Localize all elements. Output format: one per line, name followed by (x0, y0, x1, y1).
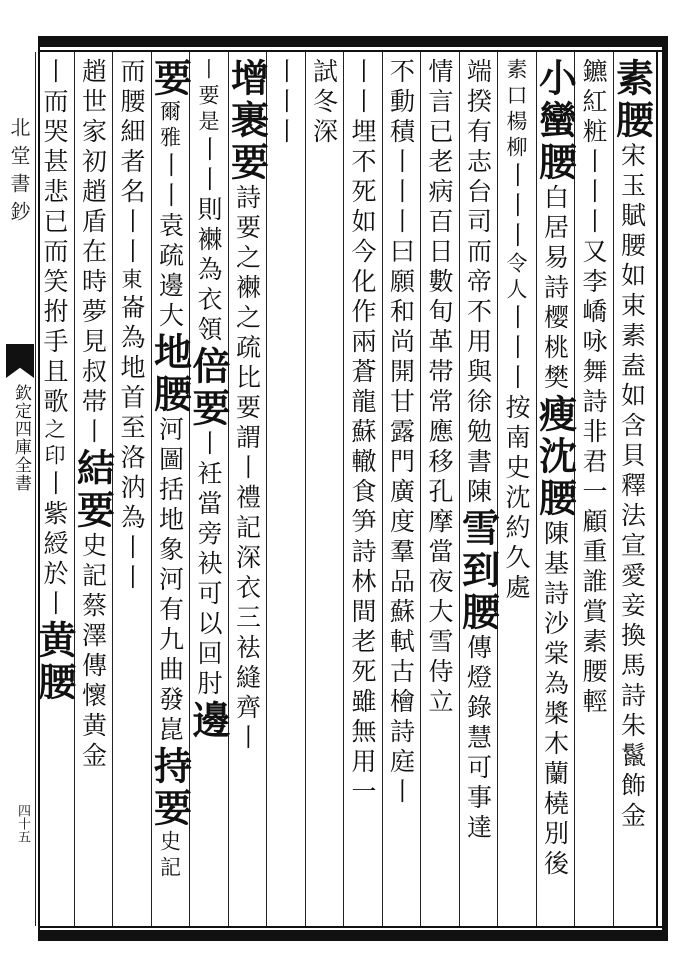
text-column (267, 58, 303, 926)
entry-text: 丨要是 (196, 58, 220, 136)
entry-text: 又李嶠咏舞詩非君一顧重誰賞素腰輕 (579, 238, 608, 718)
entry-text: 則襋為衣領 (194, 196, 223, 346)
entry-text: 丨丨 (348, 58, 377, 118)
entry-heading: 邊 (186, 700, 231, 742)
entry-heading: 黄腰 (32, 620, 77, 704)
entry-text: 而腰細者名 (117, 58, 146, 208)
text-column (113, 58, 149, 926)
fish-tail-mark (6, 344, 34, 378)
entry-text: 丨丨丨 (502, 304, 531, 394)
text-column (609, 58, 655, 926)
entry-text: 袁疏邊大 (155, 212, 185, 332)
text-column (32, 58, 77, 926)
entry-text: 崙為地首至洛汭為 (117, 294, 146, 534)
frame-bottom-border (38, 930, 668, 941)
entry-text: 河圖括地象河有九曲發崑 (155, 416, 185, 746)
entry-text: 端揆有志台司而帝不用與徐勉書陳 (463, 58, 493, 508)
entry-text: 詩要之襋之疏比要謂 (232, 184, 262, 454)
text-column (344, 58, 380, 926)
entry-heading: 小蠻腰 (532, 58, 578, 184)
text-column (70, 58, 116, 926)
text-column (575, 58, 611, 926)
entry-heading: 瘦沈腰 (532, 394, 578, 520)
entry-text: 陳基詩沙棠為槳木蘭橈別後 (540, 520, 570, 880)
frame-right-border (662, 36, 668, 941)
entry-text: 按南史沈約久處 (502, 394, 531, 604)
entry-heading: 雪到腰 (455, 508, 501, 634)
entry-text: 史記 (157, 830, 182, 882)
entry-text: 丨丨 (155, 152, 185, 212)
text-column (532, 58, 578, 926)
entry-text: 傳燈錄慧可事達 (463, 634, 493, 844)
frame-right-rule (656, 50, 658, 928)
fold-margin (0, 52, 38, 926)
text-column (383, 58, 419, 926)
margin-collection-title: 欽定四庫全書 (11, 384, 31, 492)
entry-text: 丨而哭甚悲已而笑拊手且歌 (40, 58, 69, 418)
entry-text: 紫綬於 (40, 500, 69, 590)
text-column (421, 58, 457, 926)
entry-text: 丨丨丨 (386, 148, 416, 238)
entry-text: 丨丨丨 (579, 148, 608, 238)
entry-text: 不動積 (386, 58, 416, 148)
entry-text: 之印 (42, 418, 66, 470)
entry-text: 丨丨丨 (271, 58, 300, 148)
entry-heading: 持要 (147, 746, 193, 830)
entry-text: 丨丨 (194, 136, 223, 196)
entry-text: 試冬深 (309, 58, 339, 148)
entry-heading: 倍要 (186, 346, 231, 430)
text-column (498, 58, 534, 926)
entry-text: 爾雅 (157, 100, 182, 152)
entry-text: 情言已老病百日數旬革帯常應移孔 (425, 58, 454, 508)
text-column (147, 58, 193, 926)
entry-text: 丨丨 (117, 208, 146, 268)
entry-text: 丨 (40, 590, 69, 620)
entry-text: 丨 (232, 724, 262, 754)
entry-text: 埋不死如今化作兩蒼龍蘇轍食笋詩林間老死雖無用一 (348, 118, 377, 808)
entry-text: 宋玉賦腰如束素盍如含貝釋法宣愛妾換馬詩朱鬣飾金 (617, 142, 647, 832)
frame-top-border (38, 36, 668, 47)
text-column (455, 58, 501, 926)
entry-text: 白居易詩樱桃樊 (540, 184, 570, 394)
entry-text: 丨 (78, 418, 108, 448)
entry-heading: 要 (147, 58, 193, 100)
entry-text: 東 (119, 268, 143, 294)
entry-text: 禮記深衣三袪縫齊 (232, 484, 262, 724)
entry-heading: 素腰 (609, 58, 655, 142)
folio-number: 四十五 (15, 804, 30, 843)
entry-text: 素口楊柳 (504, 58, 528, 162)
entry-text: 摩當夜大雪侍立 (425, 508, 454, 718)
text-column (186, 58, 231, 926)
margin-book-title: 北堂書鈔 (7, 117, 31, 229)
entry-text: 丨 (40, 470, 69, 500)
entry-text: 曰願和尚開甘露門廣度羣品蘇軾古檜詩庭 (386, 238, 416, 778)
entry-text: 史記蔡澤傳懷黄金 (78, 532, 108, 772)
entry-heading: 結要 (70, 448, 116, 532)
entry-text: 丨丨 (117, 534, 146, 594)
entry-text: 丨 (386, 778, 416, 808)
entry-text: 丨丨丨 (502, 162, 531, 252)
entry-text: 令人 (504, 252, 528, 304)
entry-text: 丨衽當旁袂可以回肘 (194, 430, 223, 700)
text-column (224, 58, 270, 926)
entry-text: 鑣紅粧 (579, 58, 608, 148)
entry-heading: 地腰 (147, 332, 193, 416)
entry-heading: 增裹要 (224, 58, 270, 184)
text-column (306, 58, 342, 926)
entry-text: 趙世家初趙盾在時夢見叔帯 (78, 58, 108, 418)
frame-bottom-rule (38, 926, 668, 928)
entry-text: 丨 (232, 454, 262, 484)
